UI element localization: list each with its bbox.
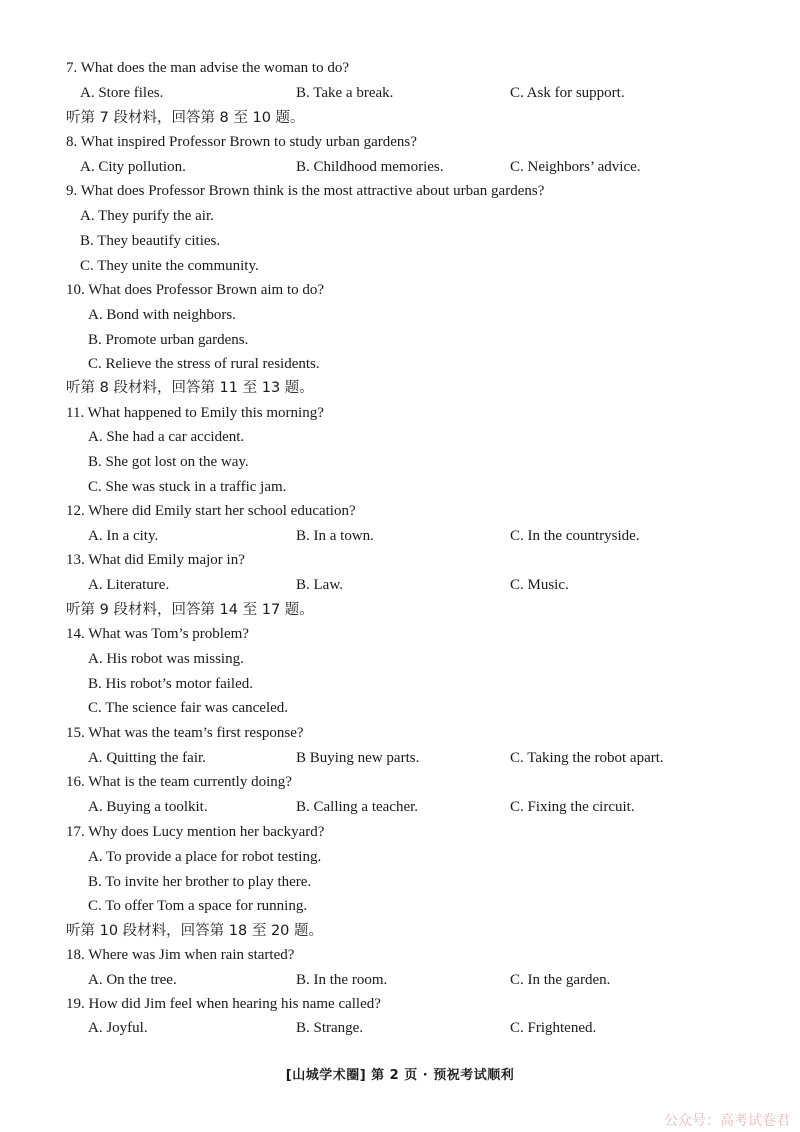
question-text: 16. What is the team currently doing? [66, 774, 292, 790]
answer-option: A. Bond with neighbors. [88, 307, 236, 323]
question-text: 13. What did Emily major in? [66, 552, 245, 568]
question-text: 18. Where was Jim when rain started? [66, 947, 295, 963]
answer-option: A. To provide a place for robot testing. [88, 849, 322, 865]
answer-option: B. Law. [296, 577, 343, 593]
answer-option: C. Taking the robot apart. [510, 750, 664, 766]
answer-option: A. Joyful. [88, 1020, 148, 1036]
question-text: 19. How did Jim feel when hearing his name called? [66, 996, 381, 1012]
question-text: 17. Why does Lucy mention her backyard? [66, 824, 325, 840]
answer-option: B. They beautify cities. [80, 233, 221, 249]
question-text: 7. What does the man advise the woman to do? [66, 60, 349, 76]
answer-option: A. Store files. [80, 85, 164, 101]
question-text: 8. What inspired Professor Brown to study urban gardens? [66, 134, 417, 150]
answer-option: A. His robot was missing. [88, 651, 244, 667]
answer-option: C. They unite the community. [80, 258, 259, 274]
answer-option: C. She was stuck in a traffic jam. [88, 479, 287, 495]
answer-option: C. In the garden. [510, 972, 611, 988]
question-text: 10. What does Professor Brown aim to do? [66, 282, 325, 298]
answer-option: B. Take a break. [296, 85, 394, 101]
answer-option: A. Buying a toolkit. [88, 799, 208, 815]
answer-option: A. Quitting the fair. [88, 750, 206, 766]
section-instruction: 听第 10 段材料，回答第 18 至 20 题。 [66, 923, 324, 939]
answer-option: A. On the tree. [88, 972, 177, 988]
answer-option: C. To offer Tom a space for running. [88, 898, 308, 914]
answer-option: C. In the countryside. [510, 528, 640, 544]
answer-option: B. His robot’s motor failed. [88, 676, 253, 692]
answer-option: C. Relieve the stress of rural residents. [88, 356, 320, 372]
page-footer: [山城学术圈] 第 2 页 · 预祝考试顺利 [285, 1068, 515, 1083]
answer-option: C. Neighbors’ advice. [510, 159, 641, 175]
answer-option: B. Childhood memories. [296, 159, 444, 175]
question-text: 15. What was the team’s first response? [66, 725, 304, 741]
answer-option: C. Ask for support. [510, 85, 625, 101]
answer-option: C. Fixing the circuit. [510, 799, 635, 815]
answer-option: B. In a town. [296, 528, 374, 544]
answer-option: B. Calling a teacher. [296, 799, 419, 815]
answer-option: A. She had a car accident. [88, 429, 245, 445]
question-text: 9. What does Professor Brown think is the most attractive about urban gardens? [66, 183, 545, 199]
answer-option: A. They purify the air. [80, 208, 214, 224]
answer-option: A. City pollution. [80, 159, 186, 175]
question-text: 14. What was Tom’s problem? [66, 626, 249, 642]
answer-option: C. Frightened. [510, 1020, 597, 1036]
answer-option: C. The science fair was canceled. [88, 700, 289, 716]
answer-option: A. Literature. [88, 577, 170, 593]
answer-option: B. She got lost on the way. [88, 454, 249, 470]
answer-option: B. To invite her brother to play there. [88, 874, 312, 890]
answer-option: C. Music. [510, 577, 569, 593]
answer-option: B. In the room. [296, 972, 388, 988]
watermark: 公众号：高考试卷君 [664, 1113, 790, 1129]
answer-option: B Buying new parts. [296, 750, 420, 766]
question-text: 12. Where did Emily start her school education? [66, 503, 356, 519]
section-instruction: 听第 8 段材料，回答第 11 至 13 题。 [66, 380, 314, 396]
answer-option: A. In a city. [88, 528, 159, 544]
section-instruction: 听第 7 段材料，回答第 8 至 10 题。 [66, 110, 305, 126]
answer-option: B. Strange. [296, 1020, 364, 1036]
question-text: 11. What happened to Emily this morning? [66, 405, 324, 421]
section-instruction: 听第 9 段材料，回答第 14 至 17 题。 [66, 602, 314, 618]
answer-option: B. Promote urban gardens. [88, 332, 249, 348]
